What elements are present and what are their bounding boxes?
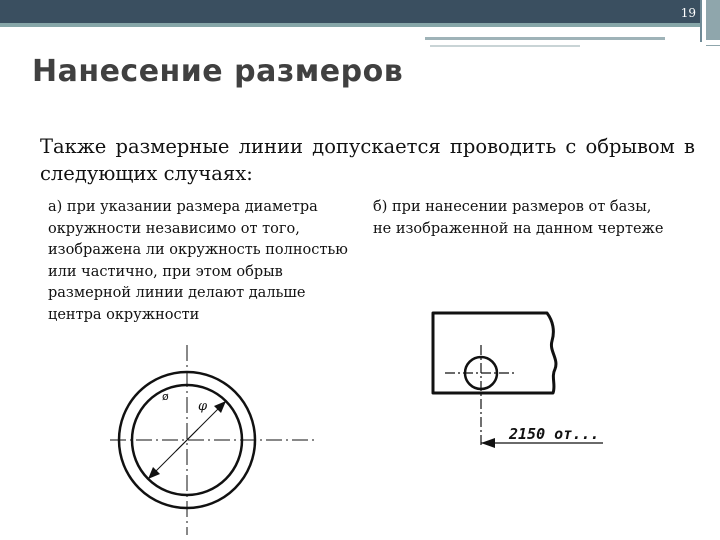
header-decor-line bbox=[430, 45, 580, 47]
header-divider bbox=[700, 0, 702, 42]
dimension-label: 2150 от... bbox=[509, 425, 600, 443]
header-decor-line bbox=[425, 37, 665, 40]
diameter-symbol: ø bbox=[162, 390, 169, 403]
case-b-text: б) при нанесении размеров от базы, не изображенной на данном чертеже bbox=[373, 199, 664, 237]
figure-a-drawing bbox=[110, 340, 330, 540]
figure-b-drawing bbox=[425, 305, 625, 475]
header-accent bbox=[0, 23, 700, 27]
page-number: 19 bbox=[680, 6, 696, 20]
intro-paragraph: Также размерные линии допускается проводить с обрывом в следующих случаях: bbox=[40, 135, 695, 185]
arrowhead bbox=[481, 438, 495, 448]
case-a-text: а) при указании размера диаметра окружности независимо от того, изображена ли окружность полностью или частично, при этом обрыв размерной линии делают дальше центра окружности bbox=[48, 199, 348, 323]
slide-title: Нанесение размеров bbox=[32, 54, 404, 89]
corner-strip-gap bbox=[706, 40, 720, 45]
diameter-symbol: φ bbox=[198, 399, 208, 414]
